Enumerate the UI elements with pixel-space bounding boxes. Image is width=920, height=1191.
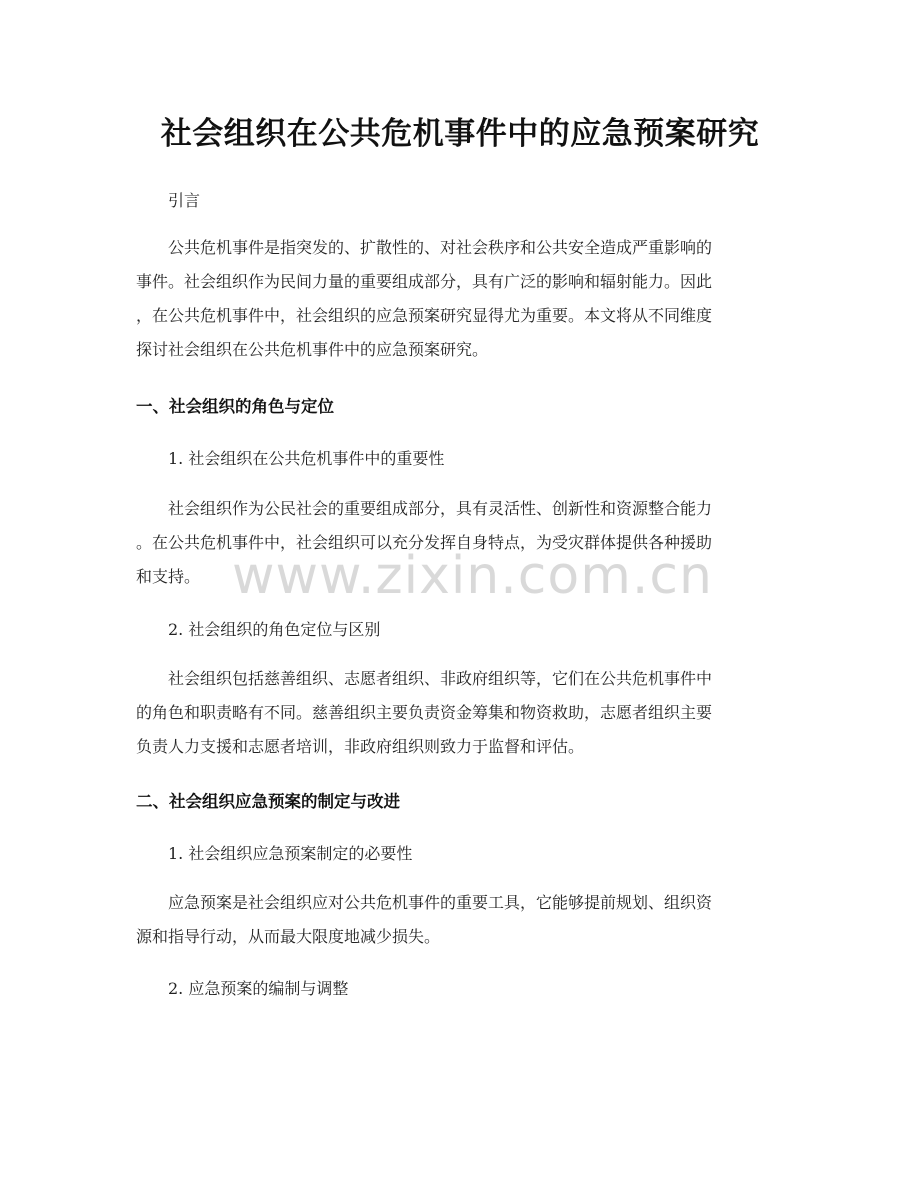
paragraph-line: 负责人力支援和志愿者培训，非政府组织则致力于监督和评估。 (136, 737, 585, 756)
paragraph-line: 的角色和职责略有不同。慈善组织主要负责资金筹集和物资救助，志愿者组织主要 (136, 703, 713, 722)
page-title: 社会组织在公共危机事件中的应急预案研究 (160, 116, 760, 152)
paragraph-line: 社会组织作为公民社会的重要组成部分，具有灵活性、创新性和资源整合能力 (168, 499, 713, 518)
intro-label: 引言 (168, 191, 201, 210)
paragraph-line: 。在公共危机事件中，社会组织可以充分发挥自身特点，为受灾群体提供各种援助 (136, 533, 713, 552)
section-heading: 一、社会组织的角色与定位 (136, 397, 334, 416)
intro-line: 事件。社会组织作为民间力量的重要组成部分，具有广泛的影响和辐射能力。因此 (136, 272, 713, 291)
subsection-heading: 1. 社会组织应急预案制定的必要性 (168, 844, 413, 863)
paragraph-line: 源和指导行动，从而最大限度地减少损失。 (136, 927, 441, 946)
section-heading: 二、社会组织应急预案的制定与改进 (136, 792, 400, 811)
subsection-heading: 2. 应急预案的编制与调整 (168, 979, 349, 998)
intro-line: 探讨社会组织在公共危机事件中的应急预案研究。 (136, 340, 489, 359)
subsection-heading: 2. 社会组织的角色定位与区别 (168, 620, 381, 639)
paragraph-line: 社会组织包括慈善组织、志愿者组织、非政府组织等，它们在公共危机事件中 (168, 669, 713, 688)
subsection-heading: 1. 社会组织在公共危机事件中的重要性 (168, 449, 445, 468)
paragraph-line: 和支持。 (136, 567, 201, 586)
intro-line: 公共危机事件是指突发的、扩散性的、对社会秩序和公共安全造成严重影响的 (168, 238, 713, 257)
paragraph-line: 应急预案是社会组织应对公共危机事件的重要工具，它能够提前规划、组织资 (168, 893, 713, 912)
watermark: www.zixin.com.cn (232, 546, 713, 606)
intro-line: ，在公共危机事件中，社会组织的应急预案研究显得尤为重要。本文将从不同维度 (136, 306, 713, 325)
